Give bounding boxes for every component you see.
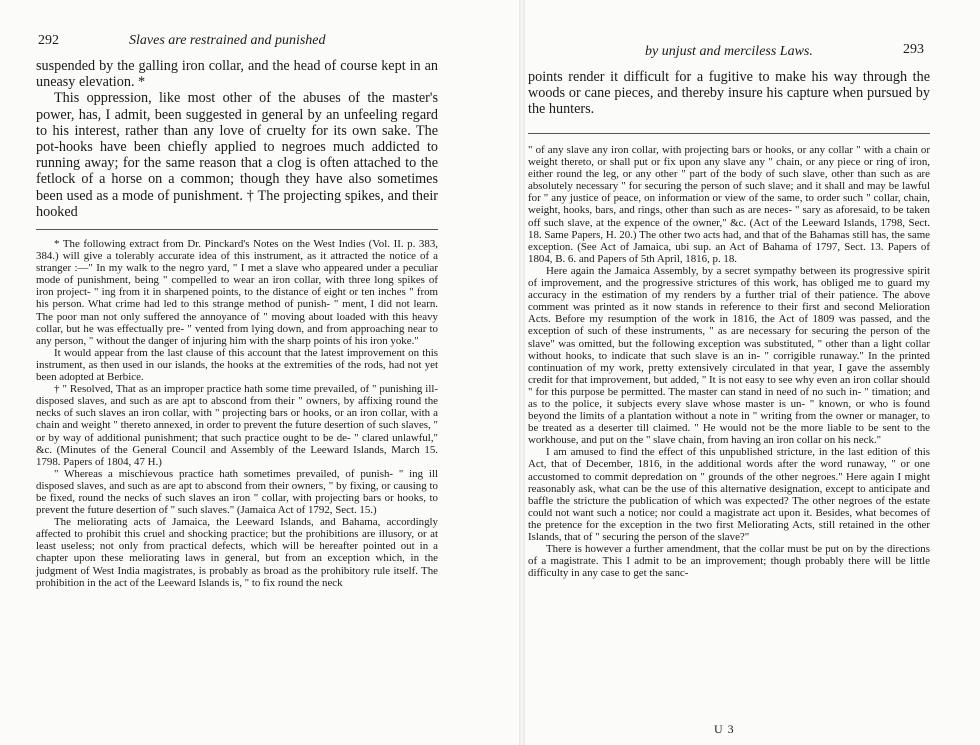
right-footnotes [528,144,930,579]
footnote-paragraph: " of any slave any iron collar, with projecting bars or hooks, or any collar " with a chain or weight thereto, or shall put or fix upon any slave any " chain, or any piece or ring of iron, either round the leg, or any other " part of the body of such slave, other than such as are absolutely necessary " for securing the person of such slave; and it shall and may be lawful for " any justice of peace, on information or view of the same, to order such " collar, chain, weight, hooks, bars, and rings, other than such as are neces- " sary as aforesaid, to be taken off such slave, at the expence of the owner," &c. (Act of the Leeward Islands, 1798, Sect. 18. Same Papers, H. 20.) The other two acts had, and that of the Bahamas still has, the same exception. (See Act of Jamaica, ubi sup. an Act of Bahama of 1797, Sect. 13. Papers of 1804, B. 6. and Papers of 5th April, 1816, p. 18. [528,144,930,265]
right-body-text [528,69,930,118]
footnote-paragraph: † " Resolved, That as an improper practice hath some time prevailed, of " punishing ill-disposed slaves, and such as are apt to abscond from their " owners, by affixing round the necks of such slaves an iron collar, with " projecting bars or hooks, or an iron collar, with a chain and weight " thereto annexed, in order to prevent the future desertion of such slaves, " or by way of additional punishment; that such practice ought to be de- " clared unlawful," &c. (Minutes of the General Council and Assembly of the Leeward Islands, March 15. 1798. Papers of 1804, 47 H.) [36,383,438,468]
footnote-paragraph: There is however a further amendment, that the collar must be put on by the directions of a magistrate. This I admit to be an improvement; though probably there will be little difficulty in any case to get the sanc- [528,543,930,580]
left-body-paragraph: This oppression, like most other of the abuses of the master's power, has, I admit, been suggested in general by an unfeeling regard to his interest, rather than any love of cruelty for its own sake. The pot-hooks have been chiefly applied to negroes much addicted to running away; for the same reason that a clog is often attached to the fetlock of a horse on a common; though they have also sometimes been used as a mode of punishment. † The projecting spikes, and their hooked [36,90,438,220]
footnote-paragraph: " Whereas a mischievous practice hath sometimes prevailed, of punish- " ing ill disposed slaves, and such as are apt to abscond from their owners, " by fixing, or causing to be fixed, round the necks of such slaves an iron " collar, with projecting bars or hooks, to prevent the future desertion of " such slaves." (Jamaica Act of 1792, Sect. 15.) [36,467,438,517]
footnote-paragraph: It would appear from the last clause of this account that the latest improvement on this instrument, as then used in our islands, the hooks at the extremities of the rods, had not yet been adopted at Berbice. [36,346,438,384]
right-page [525,0,980,745]
signature-mark: U 3 [714,722,735,736]
footnote-rule [528,133,930,134]
footnote-paragraph: I am amused to find the effect of this unpublished stricture, in the last edition of this Act, that of December, 1816, in the additional words after the word runaway, " or one accustomed to commit depredation on " grounds of the other negroes." Here again I might reasonably ask, what can be the use of this alternative designation, except to anticipate and baffle the stricture the publication of which was expected? The other negroes of the estate could not want such a notice; nor could a magistrate act upon it. Besides, what becomes of the pretence for the exception in the two first Meliorating Acts, still retained in the other Islands, that of " securing the person of the slave?" [528,446,930,543]
left-body-text [36,58,438,220]
footnote-paragraph: * The following extract from Dr. Pinckard's Notes on the West Indies (Vol. II. p. 383, 384.) will give a tolerably accurate idea of this instrument, as it attracted the notice of a stranger :—" In my walk to the negro yard, " I met a slave who appeared under a peculiar mode of punishment, being " compelled to wear an iron collar, with three long spikes of iron project- " ing from it in sharpened points, to the distance of eight or ten inches " from his person. What crime had led to this strange method of punish- " ment, I did not learn. The poor man not only suffered the annoyance of " moving about loaded with this heavy collar, but he was effectually pre- " vented from lying down, and from approaching near to any person, " without the danger of injuring him with the sharp points of his iron yoke." [36,238,438,347]
left-running-head: Slaves are restrained and punished [129,33,326,48]
left-footnotes [36,238,438,589]
right-body-paragraph: points render it difficult for a fugitive to make his way through the woods or cane pieces, and thereby insure his capture when pursued by the hunters. [528,69,930,118]
left-body-paragraph: suspended by the galling iron collar, and the head of course kept in an uneasy elevation. * [36,58,438,91]
footnote-paragraph: The meliorating acts of Jamaica, the Leeward Islands, and Bahama, accordingly affected to prohibit this cruel and shocking practice; but the prohibitions are illusory, or at least useless; not only from practical defects, which will be hereafter pointed out in a chapter upon these meliorating laws in general, but from an exception which, in the judgment of West India magistrates, is probably as broad as the prohibitory rule itself. The prohibition in the act of the Leeward Islands is, " to fix round the neck [36,516,438,589]
right-running-head: by unjust and merciless Laws. [645,44,813,59]
right-page-number: 293 [903,42,924,57]
left-page-number: 292 [38,33,59,48]
footnote-rule [36,229,438,230]
footnote-paragraph: Here again the Jamaica Assembly, by a secret sympathy between its progressive spirit of improvement, and the progressive strictures of this work, has obliged me to guard my accuracy in the estimation of my renders by a further trial of their patience. The above comment was printed as it now stands in reference to their first and second Melioration Acts. Before my resumption of the work in 1816, the Act of 1809 was passed, and the exception of such of these instruments, " as are necessary for securing the person of the slave" was omitted, but the following exception was substituted, " other than a light collar without hooks, to indicate that such slave is an in- " corrigible runaway." In the printed continuation of my work, pretty extensively circulated in that year, I gave the assembly credit for that improvement, but added, " It is not easy to see why even an iron collar should " for this purpose be permitted. The master can stand in need of no such in- " timation; and as to the police, it subjects every slave whose master is un- " known, or who is found beyond the limits of a plantation without a note in " writing from the owner or manager, to be treated as a deserter till claimed. " He would not be the more liable to be sent to the workhouse, and put on the " slave chain, from having an iron collar on his neck." [528,264,930,447]
